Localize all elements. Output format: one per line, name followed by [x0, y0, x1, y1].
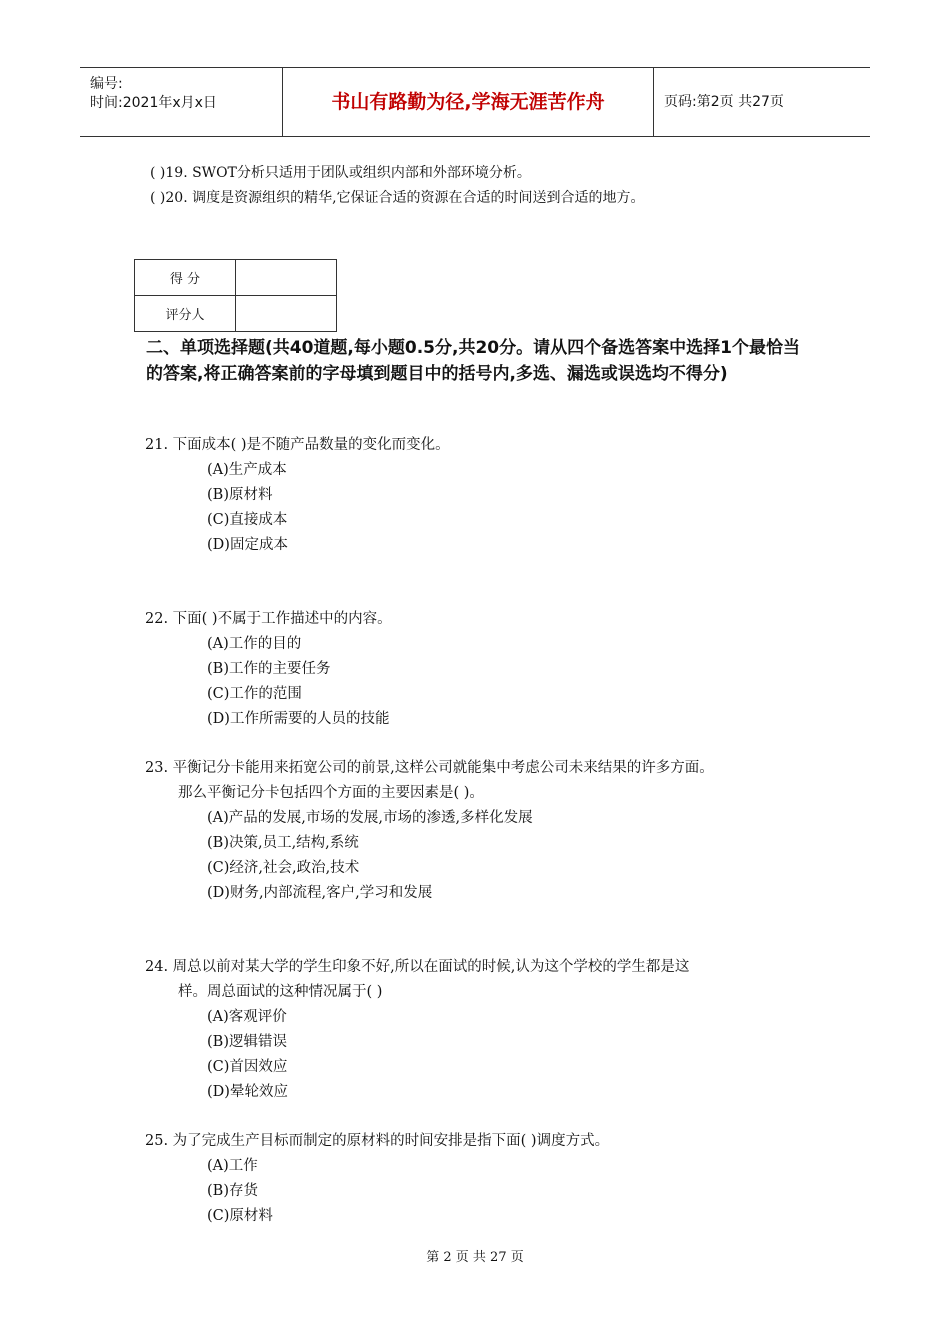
option-c: (C)工作的范围 [207, 686, 302, 702]
header-meta [80, 68, 283, 136]
tf-question-20: ( )20. 调度是资源组织的精华,它保证合适的资源在合适的时间送到合适的地方。 [150, 190, 645, 206]
question-stem: 22. 下面( )不属于工作描述中的内容。 [145, 611, 392, 627]
time-label: 时间:2021年x月x日 [90, 95, 217, 111]
question-25 [145, 1129, 825, 1229]
motto: 书山有路勤为径,学海无涯苦作舟 [283, 68, 654, 136]
question-stem-continued: 那么平衡记分卡包括四个方面的主要因素是( )。 [178, 785, 484, 801]
section-title: 二、单项选择题(共40道题,每小题0.5分,共20分。请从四个备选答案中选择1个最恰当的答案,将正确答案前的字母填到题目中的括号内,多选、漏选或误选均不得分) [146, 338, 800, 384]
question-23 [145, 756, 825, 906]
option-a: (A)生产成本 [207, 462, 287, 478]
option-b: (B)存货 [207, 1183, 258, 1199]
option-d: (D)工作所需要的人员的技能 [207, 711, 390, 727]
option-c: (C)首因效应 [207, 1059, 288, 1075]
option-a: (A)工作的目的 [207, 636, 302, 652]
grader-label: 评分人 [135, 296, 236, 332]
page-header [80, 67, 870, 137]
option-d: (D)固定成本 [207, 537, 288, 553]
option-a: (A)客观评价 [207, 1009, 287, 1025]
option-b: (B)决策,员工,结构,系统 [207, 835, 359, 851]
option-b: (B)工作的主要任务 [207, 661, 331, 677]
page-footer: 第 2 页 共 27 页 [426, 1250, 524, 1265]
question-24 [145, 955, 825, 1105]
option-c: (C)直接成本 [207, 512, 288, 528]
grader-cell [236, 296, 337, 332]
option-a: (A)工作 [207, 1158, 258, 1174]
option-d: (D)晕轮效应 [207, 1084, 288, 1100]
score-label: 得 分 [135, 260, 236, 296]
code-label: 编号: [90, 76, 123, 92]
question-21 [145, 433, 825, 558]
option-c: (C)原材料 [207, 1208, 273, 1224]
question-22 [145, 607, 825, 732]
option-b: (B)原材料 [207, 487, 273, 503]
option-b: (B)逻辑错误 [207, 1034, 287, 1050]
question-stem: 23. 平衡记分卡能用来拓宽公司的前景,这样公司就能集中考虑公司未来结果的许多方面。 [145, 760, 714, 776]
score-table [134, 259, 337, 332]
question-stem-continued: 样。周总面试的这种情况属于( ) [178, 984, 383, 1000]
question-stem: 24. 周总以前对某大学的学生印象不好,所以在面试的时候,认为这个学校的学生都是这 [145, 959, 690, 975]
score-cell [236, 260, 337, 296]
option-a: (A)产品的发展,市场的发展,市场的渗透,多样化发展 [207, 810, 533, 826]
option-c: (C)经济,社会,政治,技术 [207, 860, 360, 876]
page-info: 页码:第2页 共27页 [664, 94, 784, 110]
question-stem: 25. 为了完成生产目标而制定的原材料的时间安排是指下面( )调度方式。 [145, 1133, 610, 1149]
question-stem: 21. 下面成本( )是不随产品数量的变化而变化。 [145, 437, 450, 453]
tf-question-19: ( )19. SWOT分析只适用于团队或组织内部和外部环境分析。 [150, 165, 531, 181]
option-d: (D)财务,内部流程,客户,学习和发展 [207, 885, 433, 901]
